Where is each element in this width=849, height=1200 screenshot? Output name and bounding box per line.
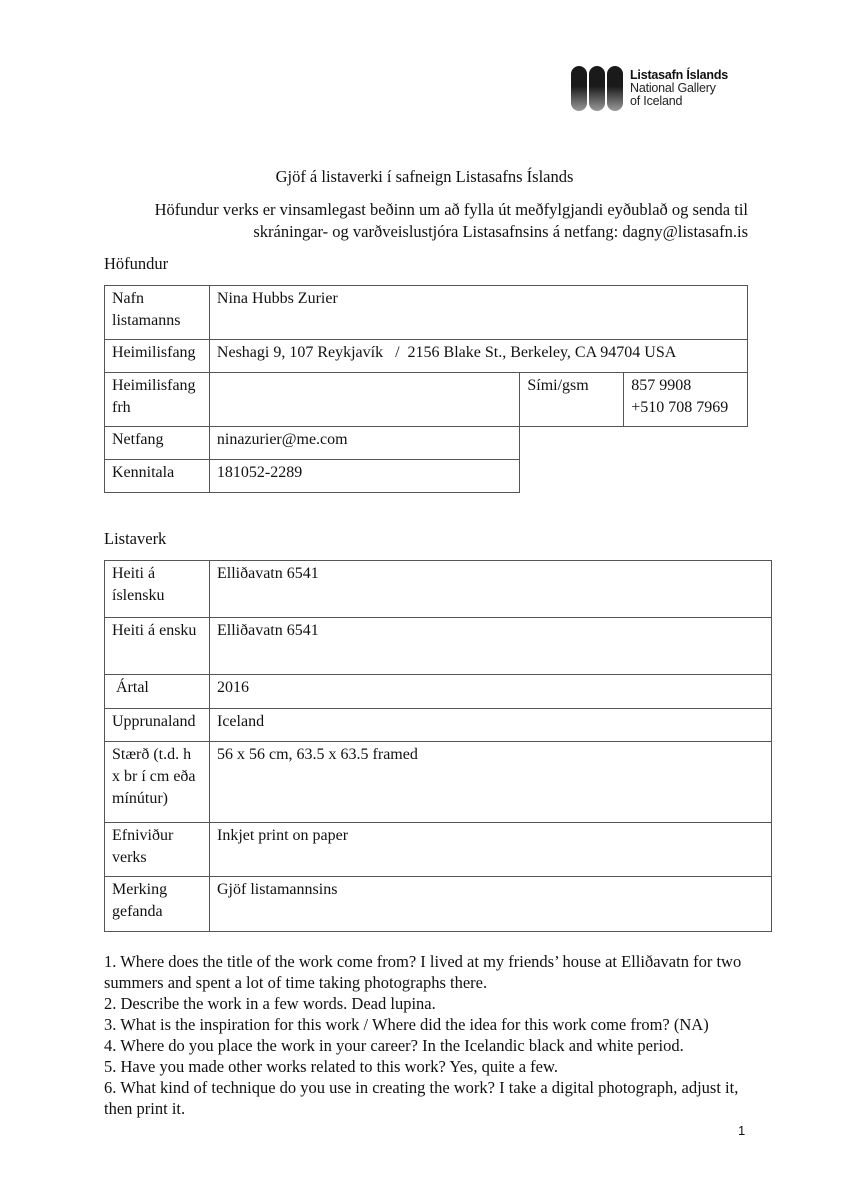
- address-value[interactable]: Neshagi 9, 107 Reykjavík / 2156 Blake St., Berkeley, CA 94704 USA: [209, 340, 747, 373]
- logo-line-1: Listasafn Íslands: [630, 67, 729, 82]
- intro-line-2: skráningar- og varðveislustjóra Listasafnsins á netfang: dagny@listasafn.is: [253, 222, 748, 241]
- artwork-row: [105, 618, 772, 675]
- artwork-label: Merking gefanda: [105, 877, 210, 932]
- empty-cell: [520, 427, 748, 460]
- artwork-value[interactable]: Elliðavatn 6541: [209, 561, 771, 618]
- artwork-label: Heiti á íslensku: [105, 561, 210, 618]
- question-item: 3. What is the inspiration for this work / Where did the idea for this work come from? (NA): [104, 1015, 709, 1034]
- artwork-row: [105, 709, 772, 742]
- logo-bar: [607, 66, 623, 111]
- artwork-value[interactable]: Elliðavatn 6541: [209, 618, 771, 675]
- document-title: Gjöf á listaverki í safneign Listasafns Íslands: [275, 167, 574, 186]
- address-cont-label: Heimilisfang frh: [105, 373, 210, 427]
- email-label: Netfang: [105, 427, 210, 460]
- name-label: Nafn listamanns: [105, 286, 210, 340]
- artwork-label: Efniviður verks: [105, 823, 210, 877]
- intro-line-1: Höfundur verks er vinsamlegast beðinn um að fylla út meðfylgjandi eyðublað og senda til: [154, 200, 748, 219]
- id-label: Kennitala: [105, 460, 210, 493]
- question-item: 4. Where do you place the work in your career? In the Icelandic black and white period.: [104, 1036, 684, 1055]
- artwork-row: [105, 877, 772, 932]
- artwork-value[interactable]: Inkjet print on paper: [209, 823, 771, 877]
- logo-mark-icon: [571, 66, 623, 111]
- intro-text: [110, 199, 748, 243]
- artwork-value[interactable]: Iceland: [209, 709, 771, 742]
- logo-wordmark: [630, 69, 728, 108]
- artwork-row: [105, 561, 772, 618]
- questions-list: [104, 951, 754, 1119]
- question-item: 6. What kind of technique do you use in creating the work? I take a digital photograph, adjust it, then print it.: [104, 1078, 739, 1118]
- artwork-label: Ártal: [105, 675, 210, 709]
- author-table: [104, 285, 748, 493]
- author-row-id: [105, 460, 748, 493]
- artwork-table: [104, 560, 772, 932]
- artwork-label: Heiti á ensku: [105, 618, 210, 675]
- artwork-section-heading: Listaverk: [104, 529, 167, 548]
- page-number: 1: [738, 1123, 746, 1138]
- name-value[interactable]: Nina Hubbs Zurier: [209, 286, 747, 340]
- author-row-address-cont: [105, 373, 748, 427]
- author-section-heading: Höfundur: [104, 254, 169, 273]
- phone-value-1: 857 9908: [631, 377, 692, 394]
- artwork-row: [105, 823, 772, 877]
- gallery-logo: [571, 64, 751, 112]
- empty-cell: [520, 460, 748, 493]
- question-item: 2. Describe the work in a few words. Dead lupina.: [104, 994, 436, 1013]
- logo-line-2: National Gallery: [630, 80, 716, 95]
- phone-value[interactable]: [624, 373, 748, 427]
- id-value[interactable]: 181052-2289: [209, 460, 519, 493]
- artwork-value[interactable]: 2016: [209, 675, 771, 709]
- artwork-label: Upprunaland: [105, 709, 210, 742]
- address-cont-value[interactable]: [209, 373, 519, 427]
- phone-label: Sími/gsm: [520, 373, 624, 427]
- artwork-row: [105, 742, 772, 823]
- author-row-email: [105, 427, 748, 460]
- logo-bar: [571, 66, 587, 111]
- artwork-label: Stærð (t.d. h x br í cm eða mínútur): [105, 742, 210, 823]
- artwork-value[interactable]: Gjöf listamannsins: [209, 877, 771, 932]
- artwork-row: [105, 675, 772, 709]
- logo-line-3: of Iceland: [630, 93, 683, 108]
- question-item: 5. Have you made other works related to this work? Yes, quite a few.: [104, 1057, 558, 1076]
- author-row-address: [105, 340, 748, 373]
- question-item: 1. Where does the title of the work come from? I lived at my friends’ house at Elliðavatn for two summers and spent a lot of time taking photographs there.: [104, 952, 742, 992]
- email-value[interactable]: ninazurier@me.com: [209, 427, 519, 460]
- address-label: Heimilisfang: [105, 340, 210, 373]
- logo-bar: [589, 66, 605, 111]
- author-row-name: [105, 286, 748, 340]
- phone-value-2: +510 708 7969: [631, 399, 729, 416]
- artwork-value[interactable]: 56 x 56 cm, 63.5 x 63.5 framed: [209, 742, 771, 823]
